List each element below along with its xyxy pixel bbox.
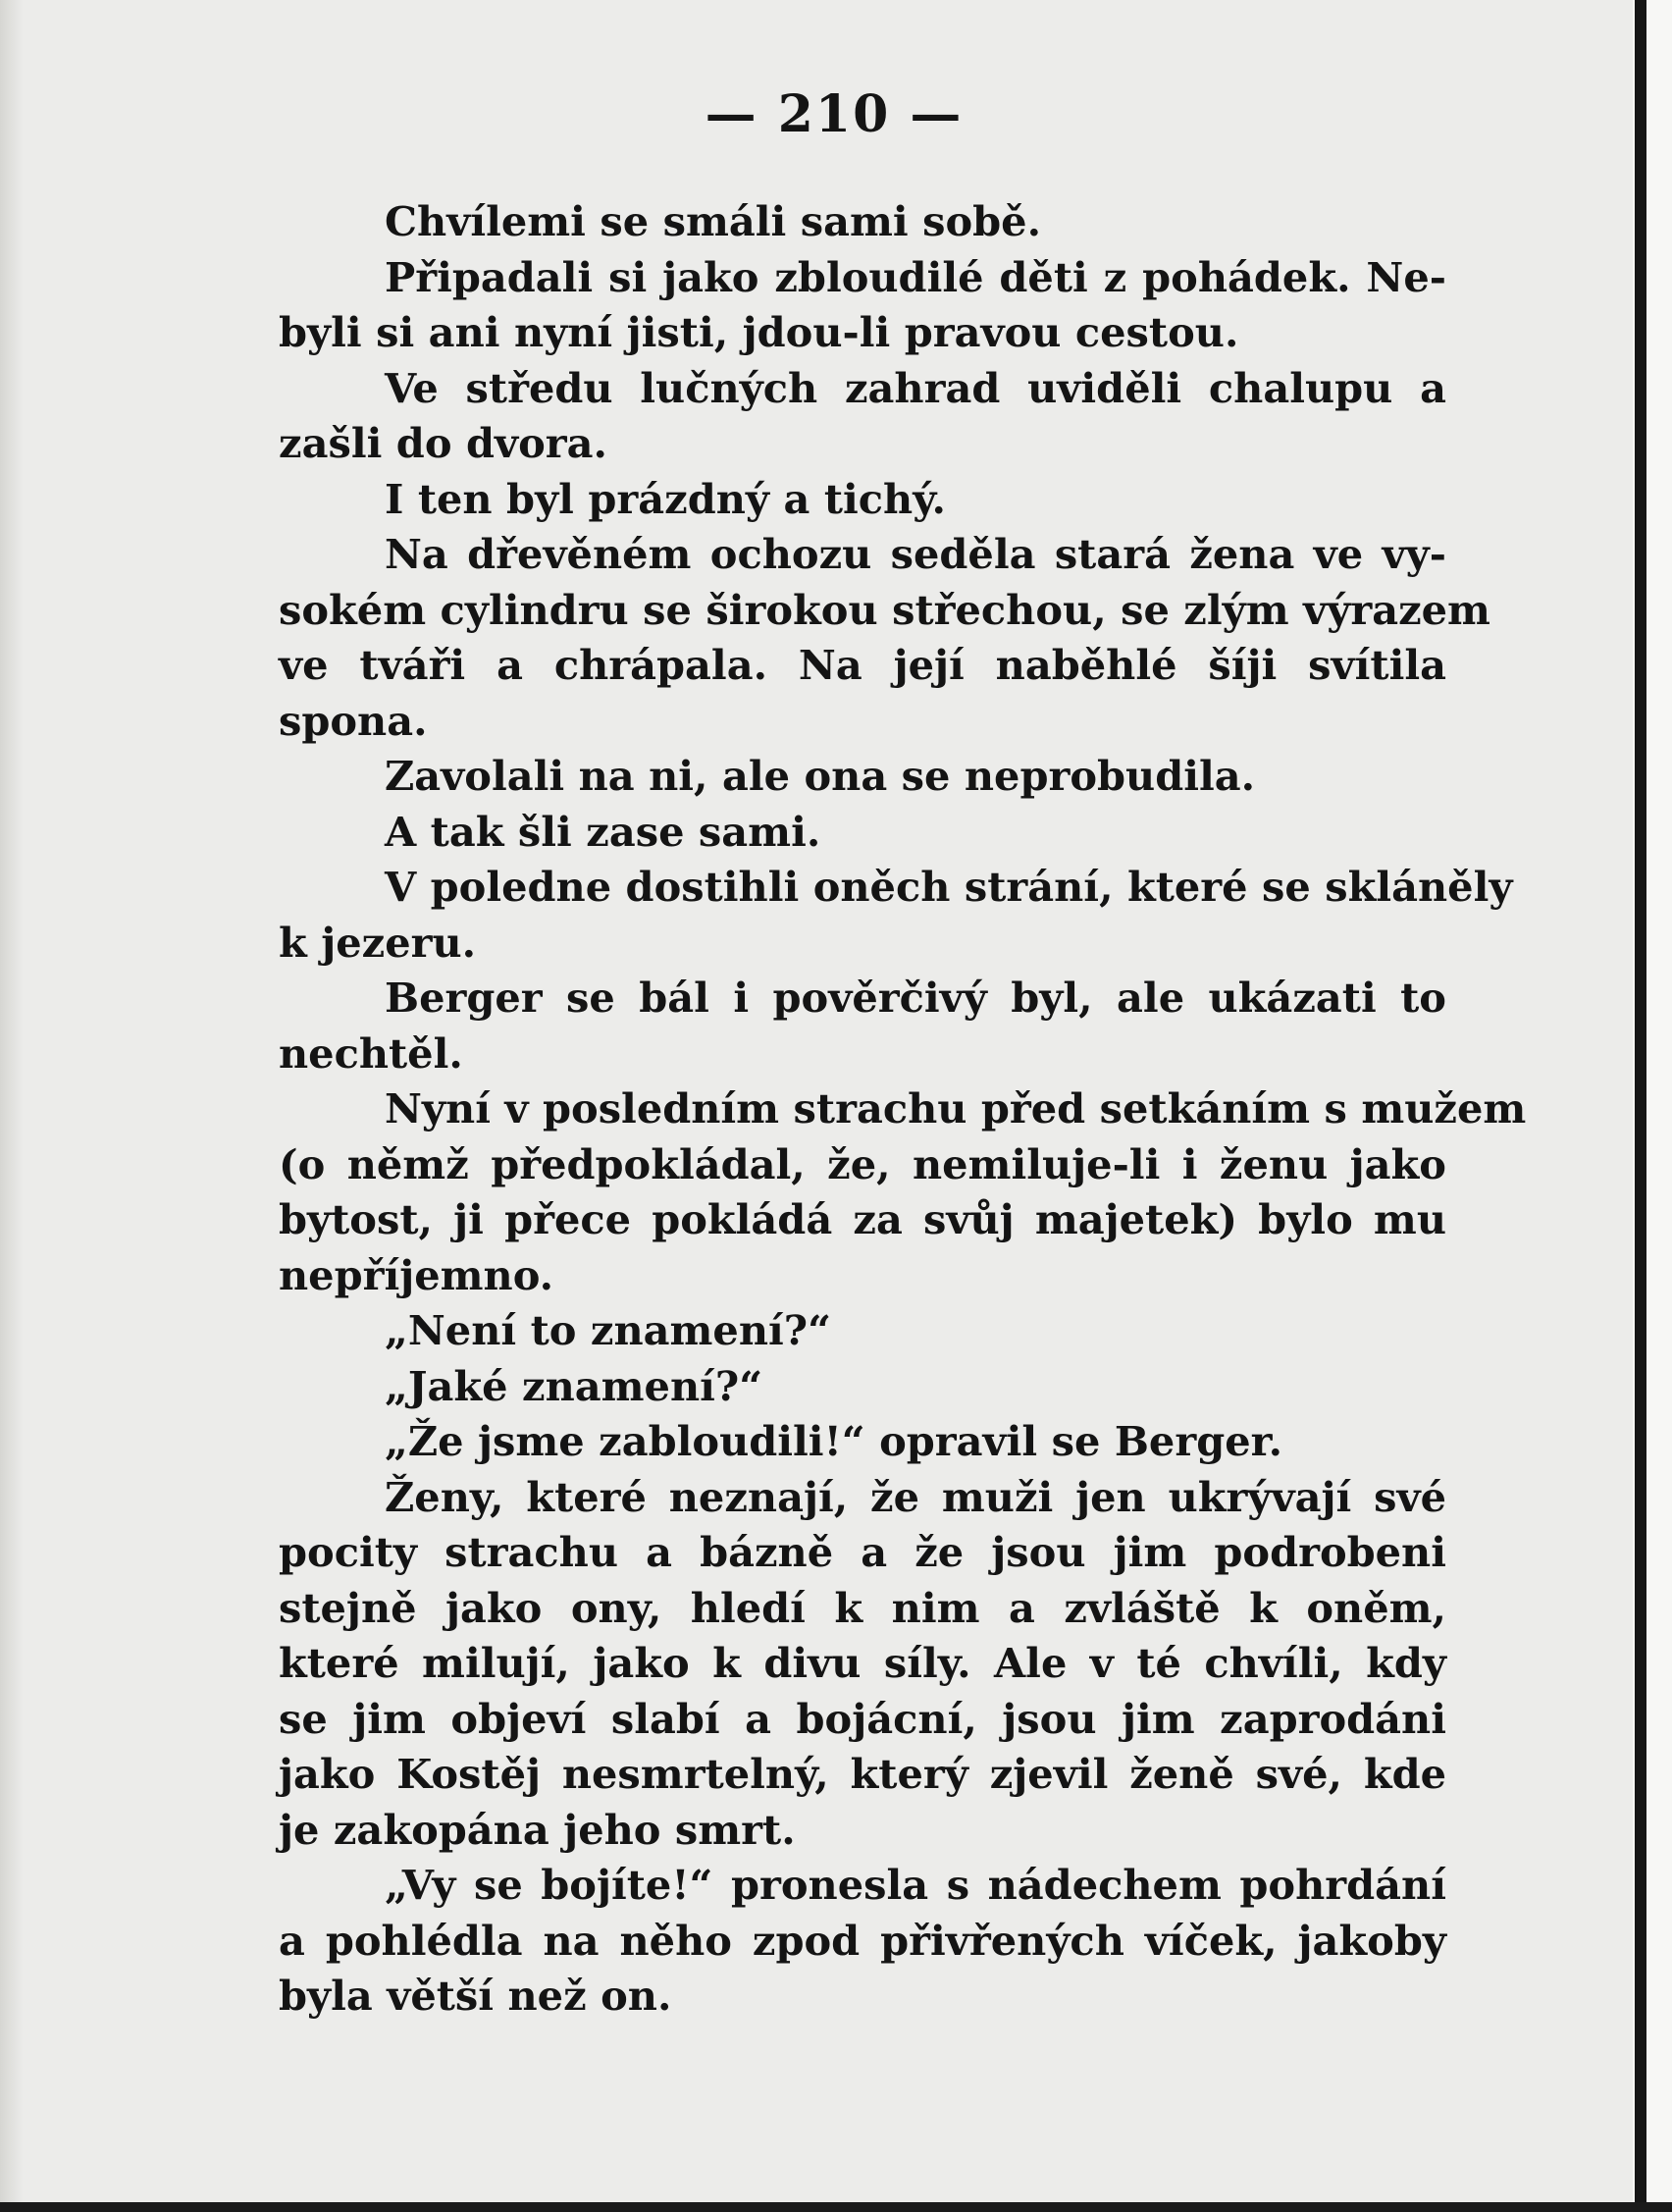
text-line: nechtěl. [279,1028,463,1078]
text-line: (o němž předpokládal, že, nemiluje-li i ženu jako [279,1139,1446,1188]
text-line: je zakopána jeho smrt. [279,1805,796,1854]
text-line: Ve středu lučných zahrad uviděli chalupu a [385,363,1446,412]
page-number: — 210 — [705,84,964,144]
text-line: Připadali si jako zbloudilé děti z pohádek. Ne- [385,252,1446,301]
text-line: A tak šli zase sami. [385,807,821,856]
text-line: V poledne dostihli oněch strání, které se skláněly [385,863,1513,911]
text-line: Ženy, které neznají, že muži jen ukrývají své [385,1472,1446,1521]
text-line: byli si ani nyní jisti, jdou-li pravou cestou. [279,308,1239,356]
text-line: Nyní v posledním strachu před setkáním s mužem [385,1084,1527,1132]
text-line: „Jaké znamení?“ [385,1361,763,1410]
text-line: Na dřevěném ochozu seděla stará žena ve vy- [385,530,1446,578]
text-line: zašli do dvora. [279,419,607,467]
body-text [279,194,1527,2025]
gutter-shadow [0,0,24,2212]
text-line: které milují, jako k divu síly. Ale v té chvíli, kdy [279,1639,1446,1687]
text-line: a pohlédla na něho zpod přivřených víček, jakoby [279,1916,1446,1965]
text-line: Zavolali na ni, ale ona se neprobudila. [385,752,1256,800]
text-line: „Že jsme zabloudili!“ opravil se Berger. [385,1417,1283,1465]
binding-edge [1635,0,1646,2212]
text-line: bytost, ji přece pokládá za svůj majetek) bylo mu [279,1195,1446,1243]
text-line: pocity strachu a bázně a že jsou jim podrobeni [279,1528,1446,1576]
text-line: „Vy se bojíte!“ pronesla s nádechem pohrdání [385,1861,1446,1909]
bottom-edge [0,2202,1672,2212]
text-line: sokém cylindru se širokou střechou, se zlým výrazem [279,585,1490,634]
text-line: k jezeru. [279,918,477,967]
text-line: byla větší než on. [279,1972,672,2020]
text-line: I ten byl prázdný a tichý. [385,474,947,523]
text-line: spona. [279,696,428,745]
text-line: Berger se bál i pověrčivý byl, ale ukázati to [385,974,1446,1022]
text-line: Chvílemi se smáli sami sobě. [385,197,1042,245]
text-line: „Není to znamení?“ [385,1306,831,1354]
text-line: se jim objeví slabí a bojácní, jsou jim zaprodáni [279,1694,1446,1743]
text-line: jako Kostěj nesmrtelný, který zjevil ženě své, kde [279,1750,1446,1798]
text-line: nepříjemno. [279,1250,554,1299]
text-line: stejně jako ony, hledí k nim a zvláště k oněm, [279,1583,1446,1632]
text-line: ve tváři a chrápala. Na její naběhlé šíji svítila [279,641,1446,689]
